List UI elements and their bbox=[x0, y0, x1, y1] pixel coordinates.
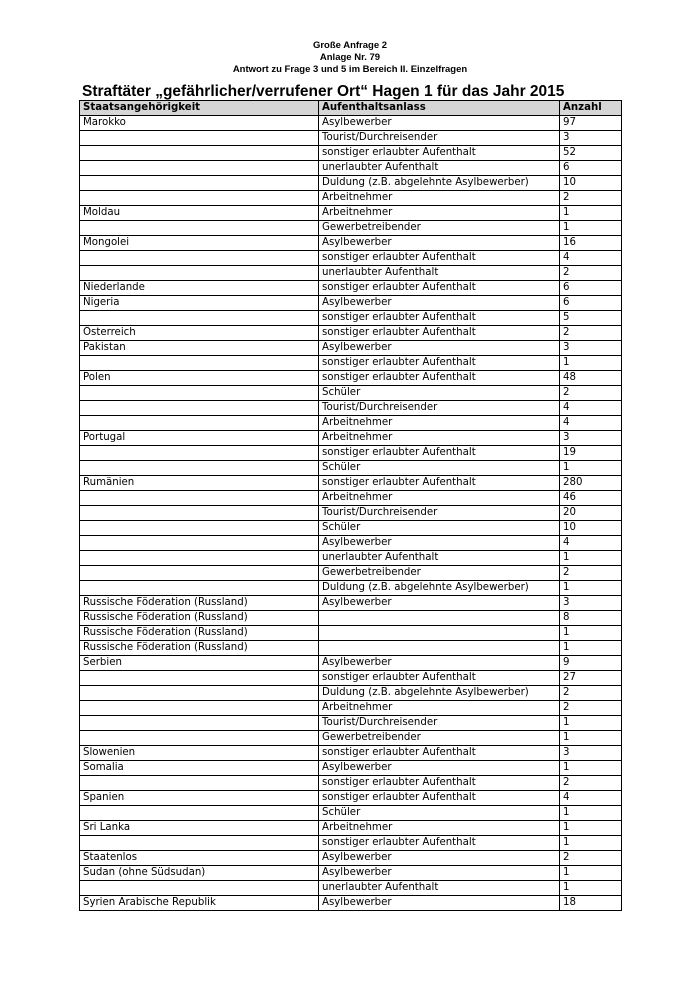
cell-nationality bbox=[80, 581, 319, 596]
cell-nationality: Russische Föderation (Russland) bbox=[80, 641, 319, 656]
cell-residence-reason: sonstiger erlaubter Aufenthalt bbox=[319, 146, 560, 161]
cell-residence-reason: Arbeitnehmer bbox=[319, 431, 560, 446]
cell-residence-reason: sonstiger erlaubter Aufenthalt bbox=[319, 251, 560, 266]
cell-nationality bbox=[80, 506, 319, 521]
cell-residence-reason: Schüler bbox=[319, 461, 560, 476]
cell-residence-reason: sonstiger erlaubter Aufenthalt bbox=[319, 746, 560, 761]
cell-count: 4 bbox=[560, 401, 622, 416]
cell-residence-reason: sonstiger erlaubter Aufenthalt bbox=[319, 476, 560, 491]
cell-nationality bbox=[80, 386, 319, 401]
cell-residence-reason: unerlaubter Aufenthalt bbox=[319, 266, 560, 281]
cell-residence-reason: Gewerbetreibender bbox=[319, 566, 560, 581]
column-header-nationality: Staatsangehörigkeit bbox=[80, 101, 319, 116]
table-row bbox=[80, 161, 622, 176]
cell-count: 5 bbox=[560, 311, 622, 326]
cell-residence-reason: Gewerbetreibender bbox=[319, 731, 560, 746]
cell-residence-reason: Asylbewerber bbox=[319, 596, 560, 611]
cell-residence-reason: Asylbewerber bbox=[319, 866, 560, 881]
table-row bbox=[80, 326, 622, 341]
cell-count: 1 bbox=[560, 881, 622, 896]
table-row bbox=[80, 746, 622, 761]
cell-nationality bbox=[80, 146, 319, 161]
table-row bbox=[80, 131, 622, 146]
table-row bbox=[80, 866, 622, 881]
cell-residence-reason: Asylbewerber bbox=[319, 851, 560, 866]
table-row bbox=[80, 491, 622, 506]
cell-count: 2 bbox=[560, 851, 622, 866]
table-row bbox=[80, 176, 622, 191]
cell-nationality: Portugal bbox=[80, 431, 319, 446]
cell-nationality bbox=[80, 671, 319, 686]
cell-nationality bbox=[80, 686, 319, 701]
cell-nationality: Russische Föderation (Russland) bbox=[80, 611, 319, 626]
table-row bbox=[80, 761, 622, 776]
cell-nationality bbox=[80, 776, 319, 791]
cell-count: 9 bbox=[560, 656, 622, 671]
cell-residence-reason: sonstiger erlaubter Aufenthalt bbox=[319, 671, 560, 686]
cell-nationality bbox=[80, 446, 319, 461]
cell-residence-reason: unerlaubter Aufenthalt bbox=[319, 551, 560, 566]
cell-residence-reason: sonstiger erlaubter Aufenthalt bbox=[319, 356, 560, 371]
table-row bbox=[80, 596, 622, 611]
cell-residence-reason: Tourist/Durchreisender bbox=[319, 716, 560, 731]
cell-count: 1 bbox=[560, 641, 622, 656]
cell-nationality bbox=[80, 521, 319, 536]
table-row bbox=[80, 506, 622, 521]
cell-count: 2 bbox=[560, 266, 622, 281]
cell-count: 4 bbox=[560, 536, 622, 551]
cell-nationality bbox=[80, 551, 319, 566]
cell-count: 19 bbox=[560, 446, 622, 461]
cell-count: 1 bbox=[560, 206, 622, 221]
cell-residence-reason: Arbeitnehmer bbox=[319, 701, 560, 716]
header-line-2: Anlage Nr. 79 bbox=[319, 52, 381, 63]
table-row bbox=[80, 896, 622, 911]
table-row bbox=[80, 581, 622, 596]
table-row bbox=[80, 371, 622, 386]
cell-nationality bbox=[80, 221, 319, 236]
table-row bbox=[80, 821, 622, 836]
cell-count: 27 bbox=[560, 671, 622, 686]
cell-count: 1 bbox=[560, 626, 622, 641]
cell-residence-reason bbox=[319, 641, 560, 656]
cell-residence-reason: Duldung (z.B. abgelehnte Asylbewerber) bbox=[319, 581, 560, 596]
table-row bbox=[80, 536, 622, 551]
table-row bbox=[80, 521, 622, 536]
table-row bbox=[80, 401, 622, 416]
cell-nationality: Sri Lanka bbox=[80, 821, 319, 836]
cell-count: 1 bbox=[560, 836, 622, 851]
cell-residence-reason: Asylbewerber bbox=[319, 536, 560, 551]
table-row bbox=[80, 806, 622, 821]
cell-count: 2 bbox=[560, 701, 622, 716]
cell-count: 8 bbox=[560, 611, 622, 626]
offenders-table bbox=[79, 100, 622, 911]
cell-nationality: Rumänien bbox=[80, 476, 319, 491]
cell-count: 3 bbox=[560, 131, 622, 146]
cell-residence-reason: sonstiger erlaubter Aufenthalt bbox=[319, 791, 560, 806]
cell-count: 1 bbox=[560, 716, 622, 731]
cell-count: 46 bbox=[560, 491, 622, 506]
cell-count: 2 bbox=[560, 776, 622, 791]
cell-count: 1 bbox=[560, 356, 622, 371]
header-line-3: Antwort zu Frage 3 und 5 im Bereich II. Einzelfragen bbox=[232, 64, 468, 75]
cell-residence-reason: sonstiger erlaubter Aufenthalt bbox=[319, 311, 560, 326]
cell-nationality bbox=[80, 731, 319, 746]
cell-count: 3 bbox=[560, 596, 622, 611]
cell-residence-reason bbox=[319, 611, 560, 626]
table-row bbox=[80, 146, 622, 161]
table-header-row bbox=[80, 101, 622, 116]
cell-nationality bbox=[80, 716, 319, 731]
cell-count: 1 bbox=[560, 581, 622, 596]
cell-count: 3 bbox=[560, 341, 622, 356]
cell-count: 4 bbox=[560, 791, 622, 806]
table-row bbox=[80, 206, 622, 221]
cell-nationality bbox=[80, 416, 319, 431]
cell-residence-reason: Tourist/Durchreisender bbox=[319, 401, 560, 416]
table-row bbox=[80, 296, 622, 311]
cell-residence-reason: Schüler bbox=[319, 521, 560, 536]
cell-residence-reason: Asylbewerber bbox=[319, 341, 560, 356]
cell-nationality: Pakistan bbox=[80, 341, 319, 356]
cell-nationality bbox=[80, 836, 319, 851]
cell-residence-reason: Asylbewerber bbox=[319, 116, 560, 131]
cell-nationality: Spanien bbox=[80, 791, 319, 806]
table-row bbox=[80, 236, 622, 251]
table-row bbox=[80, 656, 622, 671]
table-row bbox=[80, 776, 622, 791]
cell-count: 20 bbox=[560, 506, 622, 521]
cell-count: 1 bbox=[560, 551, 622, 566]
cell-count: 1 bbox=[560, 221, 622, 236]
table-row bbox=[80, 311, 622, 326]
cell-count: 6 bbox=[560, 161, 622, 176]
column-header-residence-reason: Aufenthaltsanlass bbox=[319, 101, 560, 116]
cell-nationality bbox=[80, 356, 319, 371]
table-row bbox=[80, 356, 622, 371]
cell-count: 10 bbox=[560, 176, 622, 191]
cell-nationality: Russische Föderation (Russland) bbox=[80, 596, 319, 611]
table-row bbox=[80, 251, 622, 266]
cell-nationality: Niederlande bbox=[80, 281, 319, 296]
cell-nationality: Somalia bbox=[80, 761, 319, 776]
cell-nationality: Slowenien bbox=[80, 746, 319, 761]
cell-residence-reason: sonstiger erlaubter Aufenthalt bbox=[319, 446, 560, 461]
cell-residence-reason: Arbeitnehmer bbox=[319, 821, 560, 836]
cell-count: 2 bbox=[560, 686, 622, 701]
cell-nationality bbox=[80, 461, 319, 476]
table-row bbox=[80, 281, 622, 296]
cell-residence-reason: Duldung (z.B. abgelehnte Asylbewerber) bbox=[319, 686, 560, 701]
table-body bbox=[80, 116, 622, 911]
cell-nationality bbox=[80, 266, 319, 281]
cell-count: 2 bbox=[560, 326, 622, 341]
table-row bbox=[80, 341, 622, 356]
cell-count: 2 bbox=[560, 191, 622, 206]
table-row bbox=[80, 686, 622, 701]
table-row bbox=[80, 671, 622, 686]
cell-residence-reason: Asylbewerber bbox=[319, 761, 560, 776]
cell-count: 52 bbox=[560, 146, 622, 161]
cell-count: 4 bbox=[560, 251, 622, 266]
cell-count: 18 bbox=[560, 896, 622, 911]
table-row bbox=[80, 716, 622, 731]
table-row bbox=[80, 416, 622, 431]
cell-residence-reason: Gewerbetreibender bbox=[319, 221, 560, 236]
cell-count: 97 bbox=[560, 116, 622, 131]
cell-count: 1 bbox=[560, 761, 622, 776]
cell-count: 1 bbox=[560, 731, 622, 746]
cell-nationality bbox=[80, 536, 319, 551]
cell-residence-reason bbox=[319, 626, 560, 641]
cell-nationality: Moldau bbox=[80, 206, 319, 221]
document-header bbox=[0, 40, 700, 76]
cell-residence-reason: Arbeitnehmer bbox=[319, 191, 560, 206]
cell-residence-reason: sonstiger erlaubter Aufenthalt bbox=[319, 776, 560, 791]
page-title: Straftäter „gefährlicher/verrufener Ort“ Hagen 1 für das Jahr 2015 bbox=[82, 83, 565, 100]
cell-nationality: Österreich bbox=[80, 326, 319, 341]
cell-residence-reason: Duldung (z.B. abgelehnte Asylbewerber) bbox=[319, 176, 560, 191]
cell-nationality: Polen bbox=[80, 371, 319, 386]
table-row bbox=[80, 461, 622, 476]
cell-residence-reason: sonstiger erlaubter Aufenthalt bbox=[319, 326, 560, 341]
cell-nationality: Russische Föderation (Russland) bbox=[80, 626, 319, 641]
cell-residence-reason: Arbeitnehmer bbox=[319, 416, 560, 431]
cell-residence-reason: sonstiger erlaubter Aufenthalt bbox=[319, 281, 560, 296]
table-row bbox=[80, 386, 622, 401]
cell-residence-reason: Arbeitnehmer bbox=[319, 491, 560, 506]
cell-count: 48 bbox=[560, 371, 622, 386]
cell-count: 1 bbox=[560, 461, 622, 476]
cell-residence-reason: Tourist/Durchreisender bbox=[319, 506, 560, 521]
table-row bbox=[80, 476, 622, 491]
table-row bbox=[80, 641, 622, 656]
table-row bbox=[80, 791, 622, 806]
cell-nationality bbox=[80, 191, 319, 206]
table-row bbox=[80, 881, 622, 896]
cell-nationality: Mongolei bbox=[80, 236, 319, 251]
table-row bbox=[80, 446, 622, 461]
cell-nationality bbox=[80, 401, 319, 416]
cell-nationality: Staatenlos bbox=[80, 851, 319, 866]
table-row bbox=[80, 611, 622, 626]
cell-count: 6 bbox=[560, 281, 622, 296]
cell-nationality: Nigeria bbox=[80, 296, 319, 311]
cell-nationality bbox=[80, 131, 319, 146]
cell-count: 16 bbox=[560, 236, 622, 251]
cell-count: 3 bbox=[560, 746, 622, 761]
cell-nationality: Marokko bbox=[80, 116, 319, 131]
table-row bbox=[80, 266, 622, 281]
table-row bbox=[80, 626, 622, 641]
cell-nationality bbox=[80, 701, 319, 716]
cell-residence-reason: sonstiger erlaubter Aufenthalt bbox=[319, 371, 560, 386]
cell-residence-reason: sonstiger erlaubter Aufenthalt bbox=[319, 836, 560, 851]
table-row bbox=[80, 551, 622, 566]
table-row bbox=[80, 851, 622, 866]
cell-nationality bbox=[80, 251, 319, 266]
table-row bbox=[80, 116, 622, 131]
cell-count: 2 bbox=[560, 386, 622, 401]
cell-nationality bbox=[80, 161, 319, 176]
cell-nationality bbox=[80, 311, 319, 326]
cell-count: 10 bbox=[560, 521, 622, 536]
cell-residence-reason: Schüler bbox=[319, 386, 560, 401]
cell-residence-reason: Asylbewerber bbox=[319, 656, 560, 671]
cell-count: 6 bbox=[560, 296, 622, 311]
cell-nationality: Sudan (ohne Südsudan) bbox=[80, 866, 319, 881]
cell-residence-reason: Schüler bbox=[319, 806, 560, 821]
cell-residence-reason: Asylbewerber bbox=[319, 236, 560, 251]
cell-count: 1 bbox=[560, 821, 622, 836]
cell-residence-reason: unerlaubter Aufenthalt bbox=[319, 161, 560, 176]
cell-count: 1 bbox=[560, 806, 622, 821]
cell-nationality bbox=[80, 881, 319, 896]
cell-nationality: Serbien bbox=[80, 656, 319, 671]
table-row bbox=[80, 221, 622, 236]
table-row bbox=[80, 701, 622, 716]
cell-residence-reason: Tourist/Durchreisender bbox=[319, 131, 560, 146]
table-row bbox=[80, 836, 622, 851]
cell-residence-reason: unerlaubter Aufenthalt bbox=[319, 881, 560, 896]
cell-count: 1 bbox=[560, 866, 622, 881]
cell-nationality bbox=[80, 491, 319, 506]
cell-residence-reason: Arbeitnehmer bbox=[319, 206, 560, 221]
cell-nationality bbox=[80, 806, 319, 821]
cell-count: 3 bbox=[560, 431, 622, 446]
column-header-count: Anzahl bbox=[560, 101, 622, 116]
table-row bbox=[80, 191, 622, 206]
header-line-1: Große Anfrage 2 bbox=[312, 40, 388, 51]
cell-nationality bbox=[80, 566, 319, 581]
cell-count: 2 bbox=[560, 566, 622, 581]
table-row bbox=[80, 731, 622, 746]
cell-count: 4 bbox=[560, 416, 622, 431]
cell-residence-reason: Asylbewerber bbox=[319, 296, 560, 311]
cell-residence-reason: Asylbewerber bbox=[319, 896, 560, 911]
cell-nationality: Syrien Arabische Republik bbox=[80, 896, 319, 911]
table-row bbox=[80, 566, 622, 581]
cell-count: 280 bbox=[560, 476, 622, 491]
cell-nationality bbox=[80, 176, 319, 191]
table-row bbox=[80, 431, 622, 446]
